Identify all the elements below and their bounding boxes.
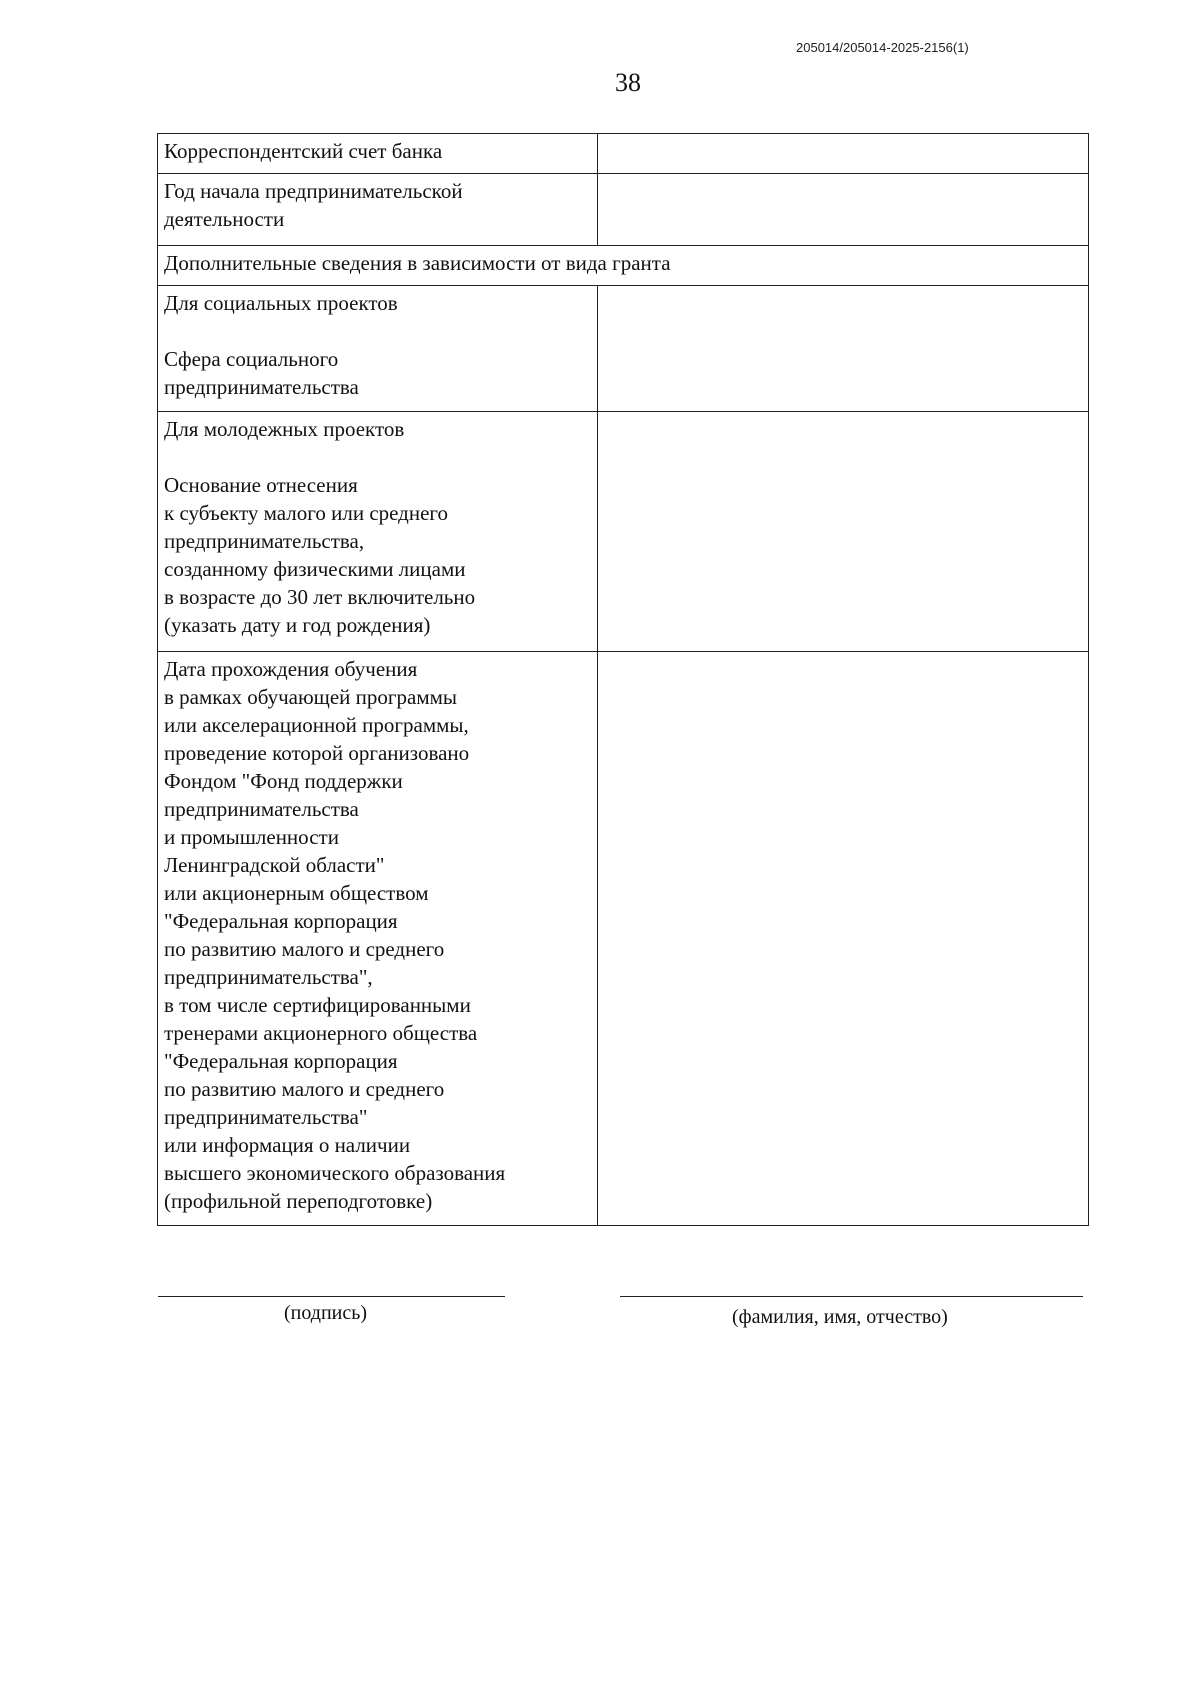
row-label-corr-account: Корреспондентский счет банка: [158, 134, 598, 174]
row-value-youth-projects[interactable]: [598, 412, 1089, 652]
row-label-training-date: Дата прохождения обучения в рамках обучающей программы или акселерационной программы, проведение которой организовано Фондом "Фонд поддержки предпринимательства и промышленности Ленинградской области" или акционерным обществом "Федеральная корпорация по развитию малого и среднего предпринимательства", в том числе сертифицированными тренерами акционерного общества "Федеральная корпорация по развитию малого и среднего предпринимательства" или информация о наличии высшего экономического образования (профильной переподготовке): [158, 652, 598, 1226]
row-value-business-start-year[interactable]: [598, 174, 1089, 246]
table-row: [158, 174, 1089, 246]
row-value-corr-account[interactable]: [598, 134, 1089, 174]
table-row: [158, 246, 1089, 286]
page-number: 38: [615, 68, 641, 97]
section-header-additional-info: Дополнительные сведения в зависимости от вида гранта: [158, 246, 1089, 286]
table-row: [158, 412, 1089, 652]
row-label-social-projects: Для социальных проектов Сфера социального предпринимательства: [158, 286, 598, 412]
document-id: 205014/205014-2025-2156(1): [796, 40, 969, 55]
signature-line[interactable]: [158, 1296, 505, 1297]
table-row: [158, 134, 1089, 174]
signature-caption: (подпись): [284, 1302, 368, 1324]
row-value-training-date[interactable]: [598, 652, 1089, 1226]
row-label-business-start-year: Год начала предпринимательской деятельности: [158, 174, 598, 246]
row-label-youth-projects: Для молодежных проектов Основание отнесения к субъекту малого или среднего предпринимательства, созданному физическими лицами в возрасте до 30 лет включительно (указать дату и год рождения): [158, 412, 598, 652]
table-row: [158, 286, 1089, 412]
grant-form-table: [157, 133, 1089, 1226]
full-name-caption: (фамилия, имя, отчество): [732, 1306, 948, 1328]
table-row: [158, 652, 1089, 1226]
row-value-social-projects[interactable]: [598, 286, 1089, 412]
full-name-line[interactable]: [620, 1296, 1083, 1297]
